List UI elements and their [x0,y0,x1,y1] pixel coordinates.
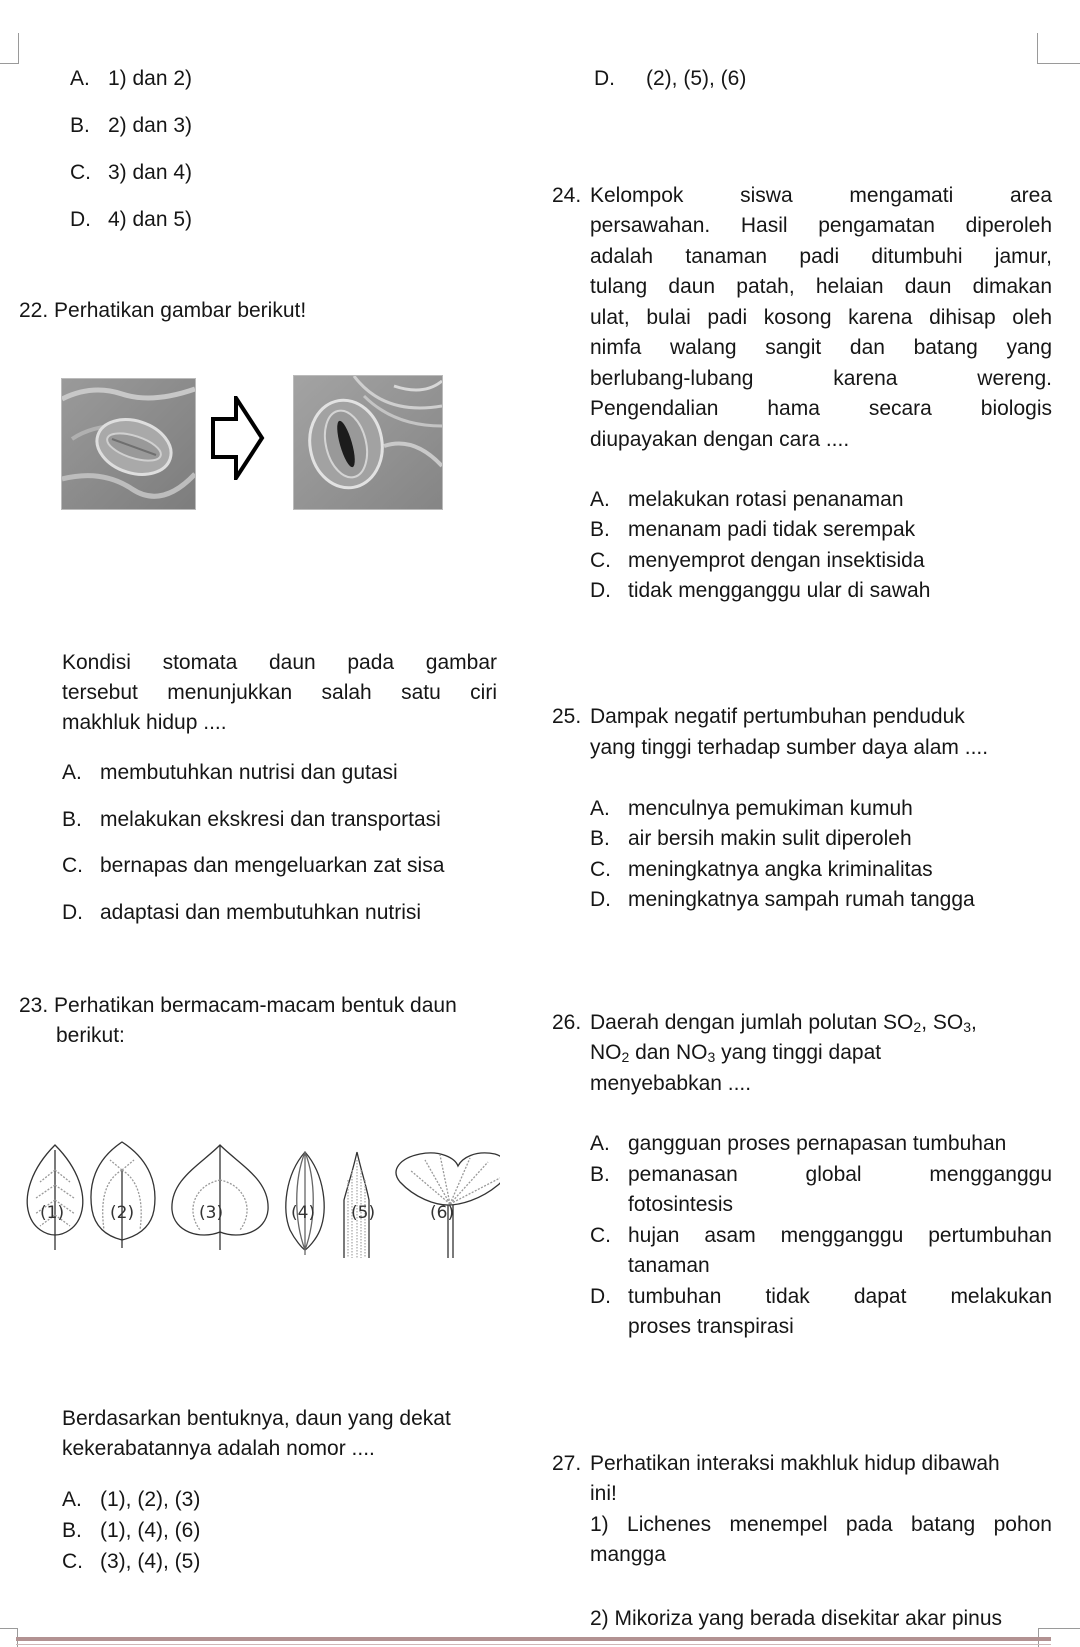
q25-line-2: yang tinggi terhadap sumber daya alam .... [590,736,989,759]
q26-option-d-line-2: proses transpirasi [628,1315,794,1338]
page-footer-rule-thin [16,1644,1051,1645]
leaf-label-5: (5) [351,1203,376,1223]
q24-line-8: Pengendalian hama secara biologis [590,397,1052,420]
q27-item-2-line-1: 2) Mikoriza yang berada disekitar akar pinus [590,1607,1003,1630]
crop-mark-top-left [0,33,19,64]
q25-option-d[interactable]: D. meningkatnya sampah rumah tangga [590,888,975,911]
option-a[interactable]: A. 1) dan 2) [70,67,193,90]
stomata-open-icon [294,376,442,509]
q27-item-1-line-1: 1) Lichenes menempel pada batang pohon [590,1513,1052,1536]
q22-question-line-3: makhluk hidup .... [62,711,227,734]
q23-prompt-line-2: berikut: [56,1024,125,1047]
leaf-label-4: (4) [291,1203,316,1223]
leaf-label-3: (3) [199,1203,224,1223]
q24-line-1: Kelompok siswa mengamati area [590,184,1052,207]
q26-number: 26. [552,1011,582,1034]
q25-option-b[interactable]: B. air bersih makin sulit diperoleh [590,827,912,850]
q24-line-9: diupayakan dengan cara .... [590,428,850,451]
closed-stomata-image [61,378,196,510]
leaf-shapes-figure [20,1140,500,1270]
q24-line-5: ulat, bulai padi kosong karena dihisap oleh [590,306,1052,329]
q27-line-2: ini! [590,1482,617,1505]
crop-mark-top-right [1037,33,1080,64]
q24-option-a[interactable]: A. melakukan rotasi penanaman [590,488,904,511]
open-stomata-image [293,375,443,510]
q25-option-a[interactable]: A. menculnya pemukiman kumuh [590,797,913,820]
q26-line-1: Daerah dengan jumlah polutan $SO_2$, $SO_3$, [590,1011,977,1035]
q26-option-a[interactable]: A. gangguan proses pernapasan tumbuhan [590,1132,1007,1155]
q22-option-d[interactable]: D. adaptasi dan membutuhkan nutrisi [62,901,422,924]
stomata-closed-icon [62,379,195,509]
q22-option-b[interactable]: B. melakukan ekskresi dan transportasi [62,808,441,831]
q24-line-6: nimfa walang sangit dan batang yang [590,336,1052,359]
q26-option-c-line-2: tanaman [628,1254,710,1277]
q26-option-b-line-2: fotosintesis [628,1193,734,1216]
leaf-label-6: (6) [430,1203,455,1223]
option-c[interactable]: C. 3) dan 4) [70,161,193,184]
q23-option-c[interactable]: C. (3), (4), (5) [62,1550,201,1573]
q24-line-3: adalah tanaman padi ditumbuhi jamur, [590,245,1052,268]
option-d[interactable]: D. 4) dan 5) [70,208,193,231]
q26-option-d-label: D. [590,1285,611,1308]
leaf-3-icon [172,1145,268,1250]
q22-prompt: 22. Perhatikan gambar berikut! [19,299,307,322]
q22-option-a[interactable]: A. membutuhkan nutrisi dan gutasi [62,761,398,784]
q26-line-3: menyebabkan .... [590,1072,752,1095]
q25-option-c[interactable]: C. meningkatnya angka kriminalitas [590,858,933,881]
q25-number: 25. [552,705,582,728]
q26-option-c-label: C. [590,1224,611,1247]
q23-question-line-1: Berdasarkan bentuknya, daun yang dekat [62,1407,451,1430]
q22-question-line-2: tersebut menunjukkan salah satu ciri [62,681,497,704]
q27-line-1: Perhatikan interaksi makhluk hidup dibawah [590,1452,1000,1475]
q26-line-2: $NO_2$ dan $NO_3$ yang tinggi dapat [590,1041,882,1065]
q27-item-1-line-2: mangga [590,1543,666,1566]
q25-line-1: Dampak negatif pertumbuhan penduduk [590,705,965,728]
leaf-label-1: (1) [40,1203,65,1223]
q26-option-c-line-1: hujan asam mengganggu pertumbuhan [628,1224,1052,1247]
page-footer-rule [16,1637,1051,1641]
q24-option-d[interactable]: D. tidak mengganggu ular di sawah [590,579,931,602]
q24-line-2: persawahan. Hasil pengamatan diperoleh [590,214,1052,237]
q22-option-c[interactable]: C. bernapas dan mengeluarkan zat sisa [62,854,445,877]
q27-number: 27. [552,1452,582,1475]
q23-question-line-2: kekerabatannya adalah nomor .... [62,1437,375,1460]
option-b[interactable]: B. 2) dan 3) [70,114,193,137]
q23-option-a[interactable]: A. (1), (2), (3) [62,1488,201,1511]
q26-option-b-label: B. [590,1163,610,1186]
q23-prompt-line-1: 23. Perhatikan bermacam-macam bentuk daun [19,994,457,1017]
q24-option-c[interactable]: C. menyemprot dengan insektisida [590,549,925,572]
q26-option-b-line-1: pemanasan global mengganggu [628,1163,1052,1186]
prev-option-d[interactable]: D. (2), (5), (6) [594,67,747,90]
q26-option-d-line-1: tumbuhan tidak dapat melakukan [628,1285,1052,1308]
leaf-1-icon [27,1145,83,1250]
q24-number: 24. [552,184,582,207]
arrow-right-icon [210,396,265,480]
q23-option-b[interactable]: B. (1), (4), (6) [62,1519,201,1542]
q24-line-4: tulang daun patah, helaian daun dimakan [590,275,1052,298]
leaf-2-icon [91,1142,155,1248]
q24-line-7: berlubang-lubang karena wereng. [590,367,1052,390]
leaf-label-2: (2) [110,1203,135,1223]
q24-option-b[interactable]: B. menanam padi tidak serempak [590,518,916,541]
q22-question-line-1: Kondisi stomata daun pada gambar [62,651,497,674]
